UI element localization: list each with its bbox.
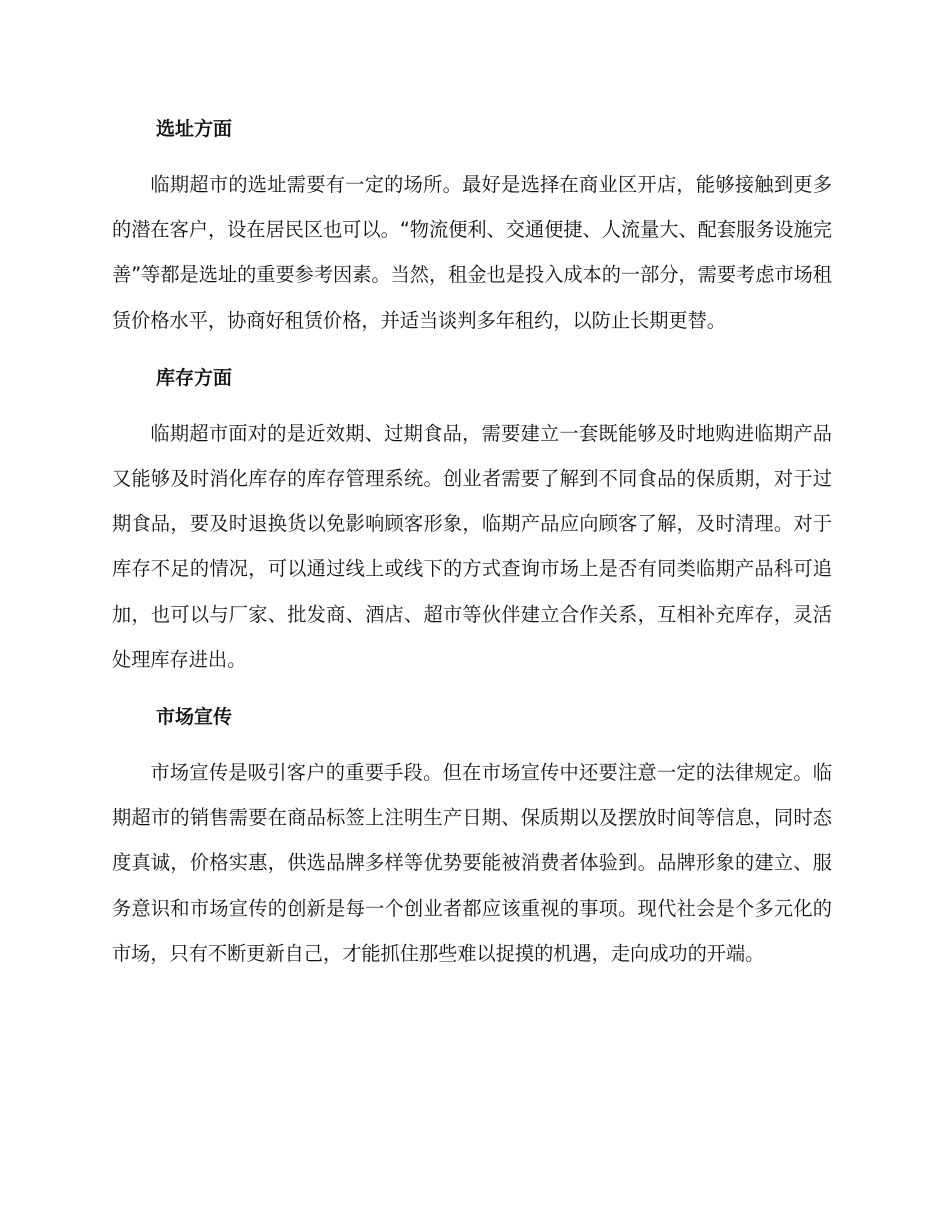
section-heading-marketing: 市场宣传 bbox=[156, 706, 233, 729]
section-paragraph-inventory: 临期超市面对的是近效期、过期食品，需要建立一套既能够及时地购进临期产品又能够及时消化库存的库存管理系统。创业者需要了解到不同食品的保质期，对于过期食品，要及时退换货以免影响顾客形象，临期产品应向顾客了解，及时清理。对于库存不足的情况，可以通过线上或线下的方式查询市场上是否有同类临期产品科可追加，也可以与厂家、批发商、酒店、超市等伙伴建立合作关系，互相补充库存，灵活处理库存进出。 bbox=[112, 421, 832, 671]
document-page bbox=[112, 111, 832, 976]
section-heading-location: 选址方面 bbox=[156, 118, 233, 140]
section-paragraph-location: 临期超市的选址需要有一定的场所。最好是选择在商业区开店，能够接触到更多的潜在客户，设在居民区也可以。“物流便利、交通便捷、人流量大、配套服务设施完善”等都是选址的重要参考因素。当然，租金也是投入成本的一部分，需要考虑市场租赁价格水平，协商好租赁价格，并适当谈判多年租约，以防止长期更替。 bbox=[112, 173, 832, 332]
section-paragraph-marketing: 市场宣传是吸引客户的重要手段。但在市场宣传中还要注意一定的法律规定。临期超市的销售需要在商品标签上注明生产日期、保质期以及摆放时间等信息，同时态度真诚，价格实惠，供选品牌多样等优势要能被消费者体验到。品牌形象的建立、服务意识和市场宣传的创新是每一个创业者都应该重视的事项。现代社会是个多元化的市场，只有不断更新自己，才能抓住那些难以捉摸的机遇，走向成功的开端。 bbox=[112, 761, 832, 965]
section-heading-inventory: 库存方面 bbox=[156, 366, 233, 389]
